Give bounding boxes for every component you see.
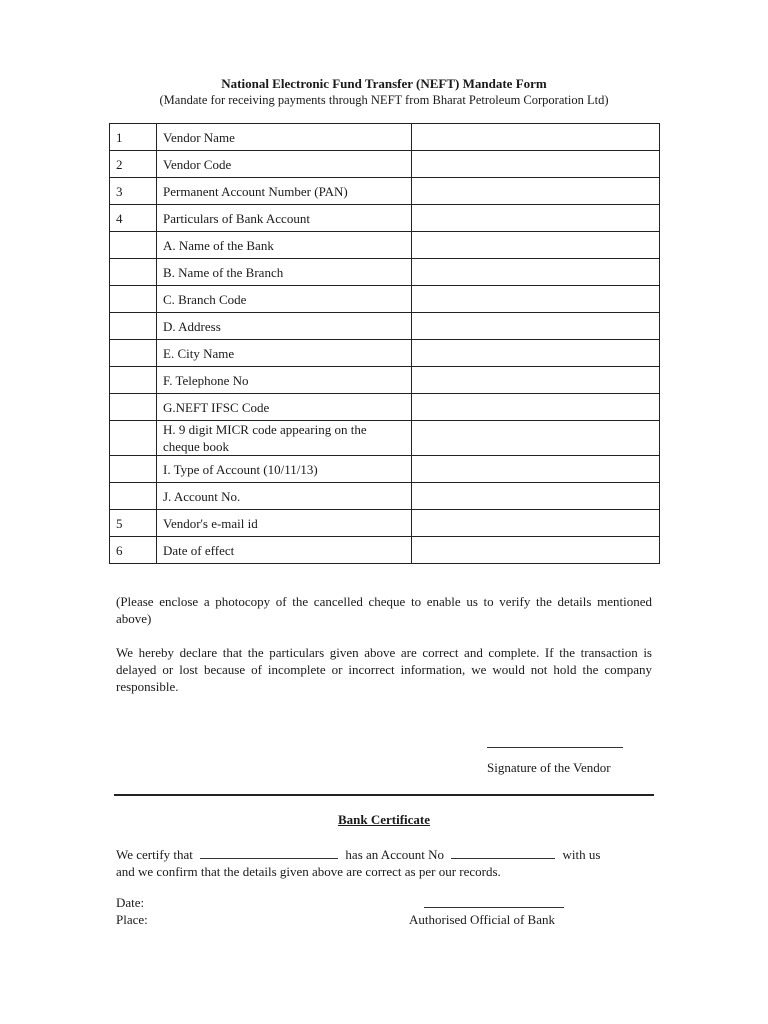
- row-value-field[interactable]: [412, 537, 660, 564]
- table-row: [110, 313, 660, 340]
- row-number: [110, 286, 157, 313]
- row-label: Vendor's e-mail id: [157, 510, 412, 537]
- table-row: [110, 394, 660, 421]
- bank-certificate-heading: Bank Certificate: [337, 812, 431, 827]
- table-row: [110, 456, 660, 483]
- row-value-field[interactable]: [412, 394, 660, 421]
- table-row: [110, 151, 660, 178]
- declaration-text: We hereby declare that the particulars given above are correct and complete. If the transaction is delayed or lost because of incomplete or incorrect information, we would not hold the company responsible.: [116, 645, 652, 694]
- row-label: A. Name of the Bank: [157, 232, 412, 259]
- row-number: 6: [110, 537, 157, 564]
- certificate-line-1: [116, 846, 600, 863]
- vendor-signature-line[interactable]: [487, 747, 623, 748]
- row-value-field[interactable]: [412, 340, 660, 367]
- row-label: Vendor Code: [157, 151, 412, 178]
- row-number: [110, 313, 157, 340]
- table-row: [110, 205, 660, 232]
- row-value-field[interactable]: [412, 232, 660, 259]
- row-label: Vendor Name: [157, 124, 412, 151]
- row-label: I. Type of Account (10/11/13): [157, 456, 412, 483]
- certify-text: We certify that: [116, 847, 193, 862]
- table-row: [110, 124, 660, 151]
- form-subtitle: (Mandate for receiving payments through NEFT from Bharat Petroleum Corporation Ltd): [159, 93, 609, 107]
- table-row: [110, 537, 660, 564]
- row-label: J. Account No.: [157, 483, 412, 510]
- vendor-signature-label: Signature of the Vendor: [487, 760, 611, 775]
- row-value-field[interactable]: [412, 124, 660, 151]
- mandate-table: [109, 123, 660, 564]
- table-row: [110, 286, 660, 313]
- row-value-field[interactable]: [412, 151, 660, 178]
- certificate-line-2: and we confirm that the details given above are correct as per our records.: [116, 864, 501, 879]
- row-label: C. Branch Code: [157, 286, 412, 313]
- table-row: [110, 421, 660, 456]
- row-number: [110, 483, 157, 510]
- official-signature-line[interactable]: [424, 907, 564, 908]
- row-number: [110, 456, 157, 483]
- row-label: F. Telephone No: [157, 367, 412, 394]
- table-row: [110, 232, 660, 259]
- row-value-field[interactable]: [412, 421, 660, 456]
- table-row: [110, 367, 660, 394]
- row-value-field[interactable]: [412, 456, 660, 483]
- row-value-field[interactable]: [412, 510, 660, 537]
- section-divider: [114, 794, 654, 796]
- row-value-field[interactable]: [412, 259, 660, 286]
- row-number: 4: [110, 205, 157, 232]
- row-label: H. 9 digit MICR code appearing on the cheque book: [157, 421, 412, 456]
- with-us-text: with us: [562, 847, 601, 862]
- table-row: [110, 178, 660, 205]
- row-value-field[interactable]: [412, 205, 660, 232]
- row-number: 1: [110, 124, 157, 151]
- account-text: has an Account No: [345, 847, 444, 862]
- official-label: Authorised Official of Bank: [409, 912, 555, 927]
- row-number: [110, 340, 157, 367]
- row-label: B. Name of the Branch: [157, 259, 412, 286]
- row-value-field[interactable]: [412, 286, 660, 313]
- row-label: Date of effect: [157, 537, 412, 564]
- row-number: [110, 259, 157, 286]
- date-label: Date:: [116, 895, 145, 910]
- row-value-field[interactable]: [412, 367, 660, 394]
- row-number: [110, 421, 157, 456]
- row-value-field[interactable]: [412, 483, 660, 510]
- row-label: Permanent Account Number (PAN): [157, 178, 412, 205]
- row-label: D. Address: [157, 313, 412, 340]
- form-title: National Electronic Fund Transfer (NEFT) Mandate Form: [221, 76, 547, 91]
- row-number: 2: [110, 151, 157, 178]
- row-value-field[interactable]: [412, 178, 660, 205]
- enclose-note: (Please enclose a photocopy of the cancelled cheque to enable us to verify the details mentioned above): [116, 594, 652, 626]
- table-row: [110, 510, 660, 537]
- table-row: [110, 340, 660, 367]
- row-number: 5: [110, 510, 157, 537]
- row-number: [110, 367, 157, 394]
- account-number-blank[interactable]: [451, 846, 555, 859]
- row-label: Particulars of Bank Account: [157, 205, 412, 232]
- row-value-field[interactable]: [412, 313, 660, 340]
- row-number: 3: [110, 178, 157, 205]
- row-number: [110, 232, 157, 259]
- place-label: Place:: [116, 912, 148, 927]
- row-number: [110, 394, 157, 421]
- table-row: [110, 483, 660, 510]
- table-row: [110, 259, 660, 286]
- row-label: E. City Name: [157, 340, 412, 367]
- account-holder-blank[interactable]: [200, 846, 338, 859]
- row-label: G.NEFT IFSC Code: [157, 394, 412, 421]
